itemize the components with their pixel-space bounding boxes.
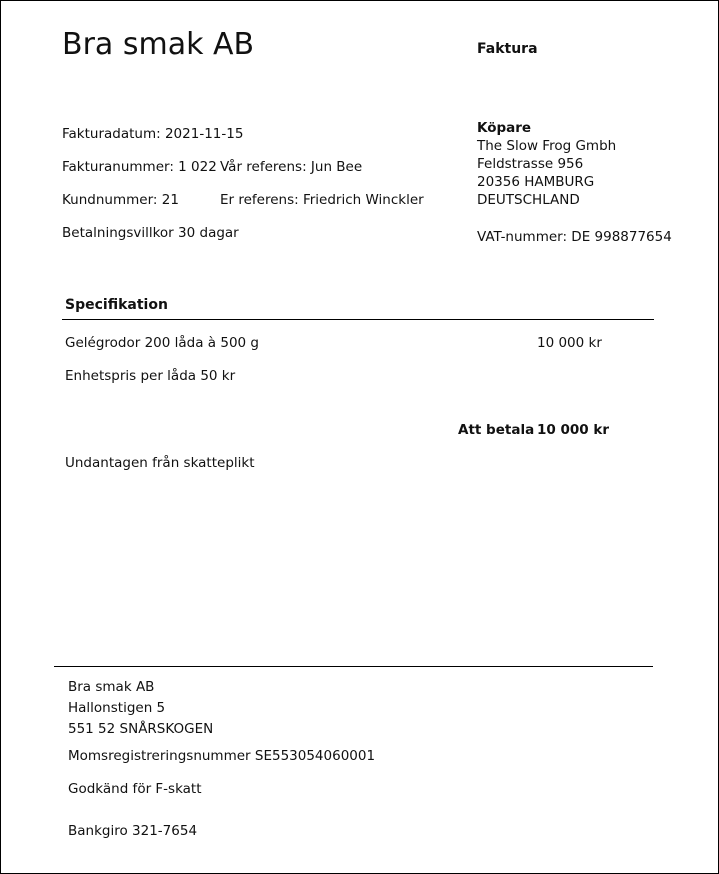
buyer-city: 20356 HAMBURG bbox=[477, 174, 595, 190]
footer-divider bbox=[54, 666, 653, 667]
buyer-label: Köpare bbox=[477, 120, 532, 136]
invoice-number: Fakturanummer: 1 022 bbox=[62, 159, 217, 175]
footer-street: Hallonstigen 5 bbox=[68, 700, 166, 716]
total-amount: 10 000 kr bbox=[537, 422, 610, 438]
payment-terms: Betalningsvillkor 30 dagar bbox=[62, 225, 239, 241]
buyer-country: DEUTSCHLAND bbox=[477, 192, 580, 208]
company-name: Bra smak AB bbox=[62, 27, 255, 62]
buyer-street: Feldstrasse 956 bbox=[477, 156, 584, 172]
footer-city: 551 52 SNÅRSKOGEN bbox=[68, 721, 214, 737]
tax-exemption-note: Undantagen från skatteplikt bbox=[65, 455, 255, 471]
vat-registration-number: Momsregistreringsnummer SE553054060001 bbox=[68, 748, 376, 764]
invoice-date: Fakturadatum: 2021-11-15 bbox=[62, 126, 244, 142]
customer-number: Kundnummer: 21 bbox=[62, 192, 179, 208]
f-tax-approval: Godkänd för F-skatt bbox=[68, 781, 202, 797]
buyer-vat-number: VAT-nummer: DE 998877654 bbox=[477, 229, 672, 245]
specification-heading: Specifikation bbox=[65, 297, 168, 313]
unit-price: Enhetspris per låda 50 kr bbox=[65, 368, 236, 384]
your-reference: Er referens: Friedrich Winckler bbox=[220, 192, 424, 208]
total-label: Att betala bbox=[458, 422, 535, 438]
bankgiro: Bankgiro 321-7654 bbox=[68, 823, 198, 839]
buyer-name: The Slow Frog Gmbh bbox=[477, 138, 617, 154]
specification-divider bbox=[62, 319, 654, 320]
our-reference: Vår referens: Jun Bee bbox=[220, 159, 363, 175]
document-title: Faktura bbox=[477, 41, 538, 57]
footer-company-name: Bra smak AB bbox=[68, 679, 155, 695]
item-amount: 10 000 kr bbox=[537, 335, 602, 351]
item-description: Gelégrodor 200 låda à 500 g bbox=[65, 335, 259, 351]
